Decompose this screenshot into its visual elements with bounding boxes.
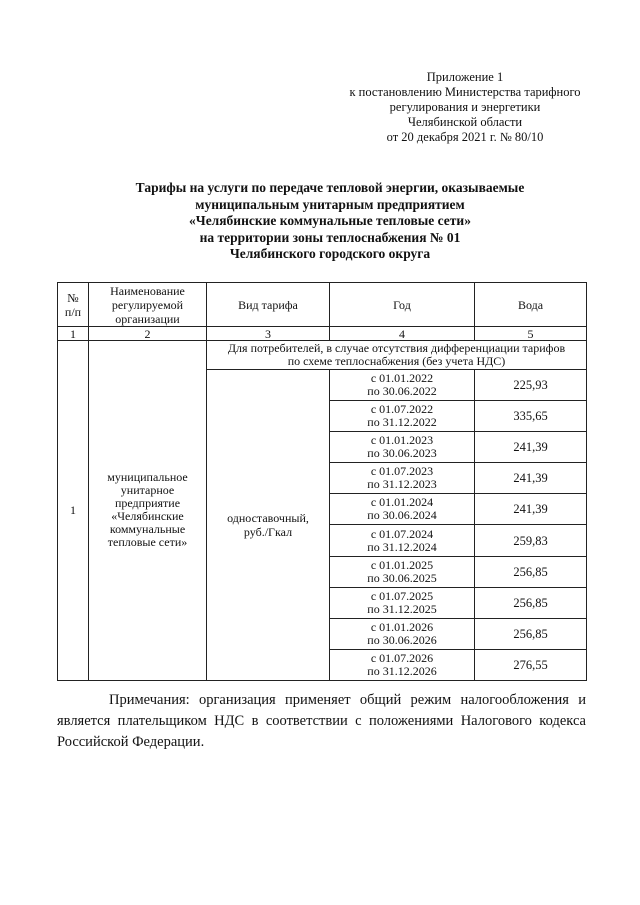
water-tariff-value: 259,83: [475, 525, 587, 556]
column-number: 3: [207, 327, 330, 341]
period-cell: [330, 587, 475, 618]
period-from: с 01.07.2025: [370, 588, 434, 603]
organization-line: предприятие: [114, 496, 181, 511]
period-from: с 01.01.2024: [370, 495, 434, 510]
header-tariff-type: Вид тарифа: [207, 283, 330, 327]
period-to: по 30.06.2025: [367, 570, 437, 585]
column-number-row: [58, 327, 587, 341]
title-line: на территории зоны теплоснабжения № 01: [199, 229, 461, 245]
notes-paragraph: Примечания: организация применяет общий режим налогообложения и является плательщиком НДС в соответствии с положениями Налогового кодекса Российской Федерации.: [57, 692, 586, 750]
organization-line: тепловые сети»: [107, 535, 188, 550]
period-cell: [330, 556, 475, 587]
organization-line: коммунальные: [109, 522, 186, 537]
water-tariff-value: 241,39: [475, 432, 587, 463]
period-cell: [330, 370, 475, 401]
consumers-note-row: [58, 341, 587, 370]
period-cell: [330, 401, 475, 432]
appendix-line: Приложение 1: [426, 70, 504, 84]
organization-line: «Челябинские: [111, 509, 184, 524]
appendix-line: к постановлению Министерства тарифного: [349, 85, 581, 99]
consumers-note-line: по схеме теплоснабжения (без учета НДС): [287, 354, 506, 368]
appendix-line: Челябинской области: [407, 115, 523, 129]
water-tariff-value: 256,85: [475, 618, 587, 649]
column-number: 4: [330, 327, 475, 341]
consumers-note-line: Для потребителей, в случае отсутствия дифференциации тарифов: [227, 341, 566, 355]
tariff-type-line: руб./Гкал: [243, 524, 293, 539]
tariff-type-line: одноставочный,: [227, 510, 309, 525]
water-tariff-value: 276,55: [475, 649, 587, 680]
tariff-type: [207, 370, 330, 681]
consumers-note: [207, 341, 587, 370]
title-line: Челябинского городского округа: [229, 246, 431, 261]
title-line: «Челябинские коммунальные тепловые сети»: [189, 213, 471, 228]
period-to: по 31.12.2022: [367, 415, 437, 430]
column-number: 1: [58, 327, 89, 341]
header-org-line: Наименование: [110, 283, 185, 298]
period-cell: [330, 463, 475, 494]
header-num-line: №: [67, 290, 79, 305]
header-org-line: регулируемой: [111, 297, 184, 312]
period-from: с 01.01.2026: [370, 619, 434, 634]
water-tariff-value: 241,39: [475, 463, 587, 494]
title-line: муниципальным унитарным предприятием: [195, 196, 465, 212]
header-water: Вода: [475, 283, 587, 327]
period-from: с 01.01.2023: [370, 433, 434, 448]
organization-line: муниципальное: [107, 470, 188, 485]
period-from: с 01.01.2025: [370, 557, 434, 572]
title-line: Тарифы на услуги по передаче тепловой энергии, оказываемые: [135, 180, 525, 195]
appendix-line: регулирования и энергетики: [389, 100, 541, 114]
period-to: по 31.12.2026: [367, 663, 437, 678]
organization-name: [89, 341, 207, 681]
water-tariff-value: 256,85: [475, 556, 587, 587]
appendix-line: от 20 декабря 2021 г. № 80/10: [386, 130, 544, 144]
period-to: по 31.12.2024: [367, 539, 437, 554]
organization-line: унитарное: [120, 483, 175, 498]
tariff-table: [57, 282, 587, 681]
period-cell: [330, 494, 475, 525]
row-number: 1: [58, 341, 89, 681]
period-to: по 31.12.2023: [367, 477, 437, 492]
period-from: с 01.07.2023: [370, 464, 434, 479]
water-tariff-value: 225,93: [475, 370, 587, 401]
period-to: по 30.06.2022: [367, 384, 437, 399]
header-organization: [89, 283, 207, 327]
header-num-line: п/п: [64, 304, 82, 319]
period-to: по 30.06.2026: [367, 632, 437, 647]
header-year: Год: [330, 283, 475, 327]
water-tariff-value: 256,85: [475, 587, 587, 618]
period-to: по 30.06.2024: [367, 508, 437, 523]
period-from: с 01.01.2022: [370, 371, 434, 386]
period-cell: [330, 525, 475, 556]
water-tariff-value: 241,39: [475, 494, 587, 525]
header-num: [58, 283, 89, 327]
period-to: по 30.06.2023: [367, 446, 437, 461]
period-cell: [330, 432, 475, 463]
header-org-line: организации: [115, 311, 180, 326]
period-to: по 31.12.2025: [367, 601, 437, 616]
document-title: [60, 180, 600, 263]
column-number: 2: [89, 327, 207, 341]
water-tariff-value: 335,65: [475, 401, 587, 432]
period-from: с 01.07.2026: [370, 650, 434, 665]
period-from: с 01.07.2024: [370, 526, 434, 541]
period-cell: [330, 618, 475, 649]
period-from: с 01.07.2022: [370, 402, 434, 417]
column-number: 5: [475, 327, 587, 341]
appendix-header: [330, 70, 600, 145]
period-cell: [330, 649, 475, 680]
header-row: [58, 283, 587, 327]
